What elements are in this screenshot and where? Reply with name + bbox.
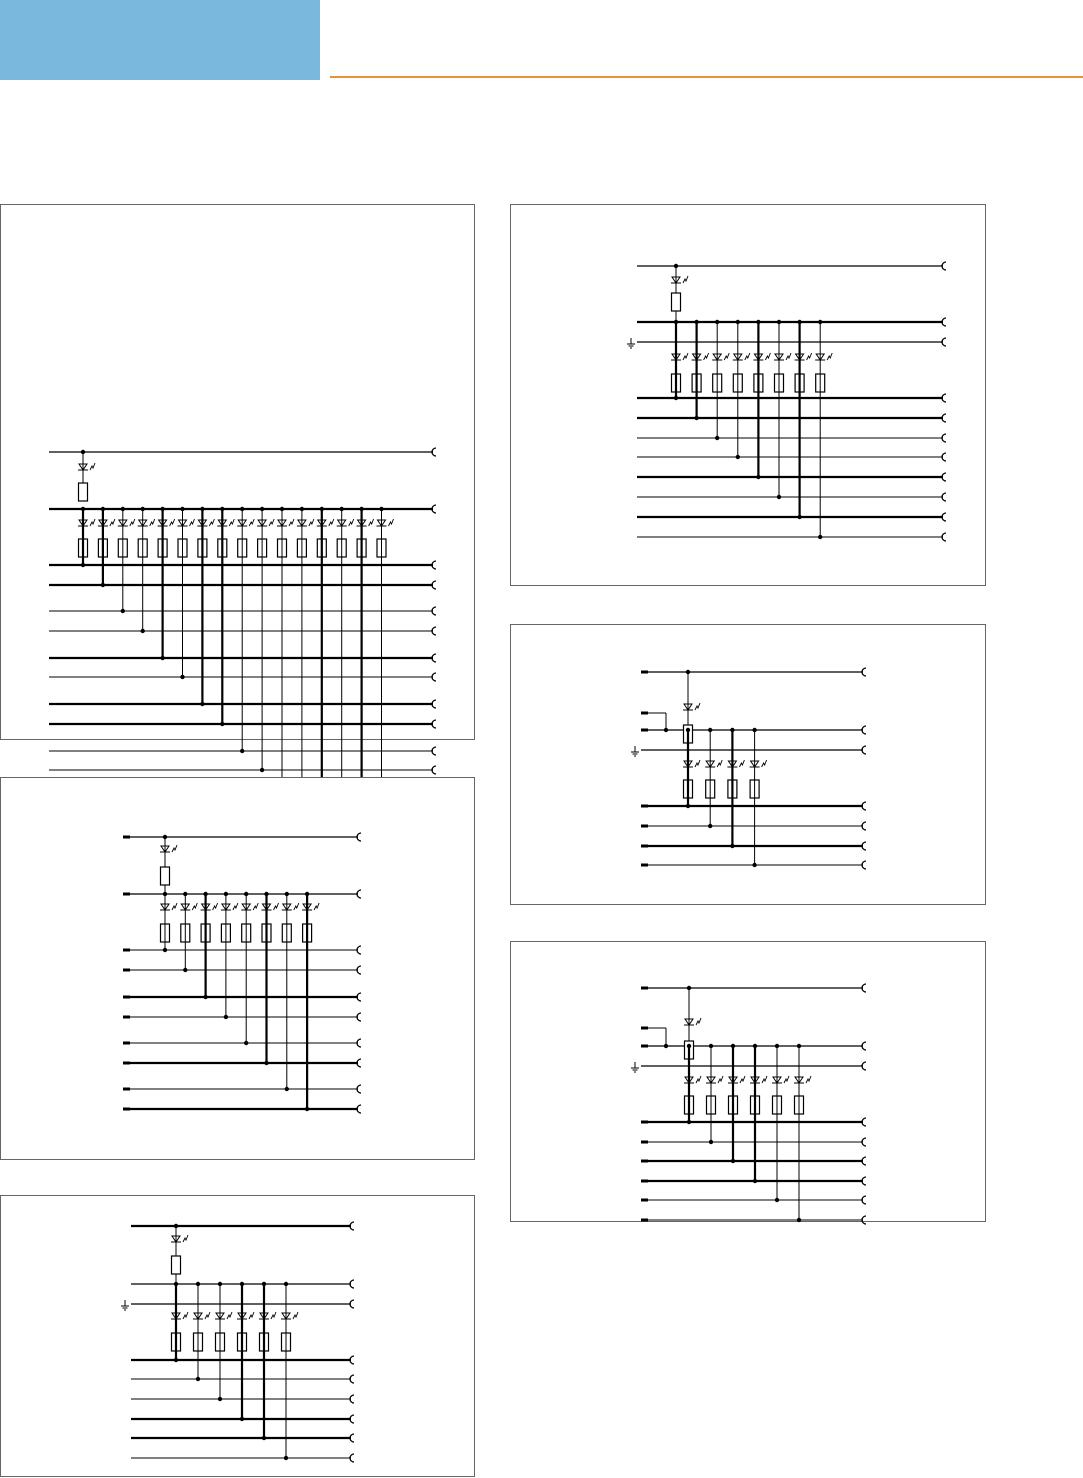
surge-diode-icon: [712, 353, 729, 360]
surge-diode-icon: [795, 353, 812, 360]
surge-diode-icon: [160, 845, 177, 852]
ground-icon: [121, 1300, 129, 1310]
terminal: [862, 1042, 866, 1050]
terminal: [432, 607, 436, 615]
resistor: [79, 483, 88, 501]
terminal: [862, 1216, 866, 1224]
terminal: [942, 473, 946, 481]
surge-diode-icon: [282, 903, 299, 910]
surge-diode-icon: [684, 1076, 701, 1083]
surge-diode-icon: [171, 1235, 188, 1242]
surge-diode-icon: [705, 760, 722, 767]
surge-diode-icon: [302, 903, 319, 910]
surge-diode-icon: [706, 1076, 723, 1083]
terminal: [357, 993, 361, 1001]
surge-diode-icon: [158, 519, 175, 526]
terminal: [862, 726, 866, 734]
surge-diode-icon: [259, 1312, 276, 1319]
surge-diode-icon: [160, 903, 177, 910]
terminal: [432, 505, 436, 513]
terminal: [350, 1395, 354, 1403]
terminal: [432, 747, 436, 755]
terminal: [942, 262, 946, 270]
terminal: [357, 1013, 361, 1021]
header-color-block: [0, 0, 320, 80]
terminal: [357, 1059, 361, 1067]
terminal: [432, 673, 436, 681]
terminal: [862, 746, 866, 754]
terminal: [862, 1118, 866, 1126]
surge-diode-icon: [197, 519, 214, 526]
surge-diode-icon: [281, 1312, 298, 1319]
terminal: [350, 1375, 354, 1383]
terminal: [942, 533, 946, 541]
surge-diode-icon: [138, 519, 155, 526]
terminal: [862, 861, 866, 869]
junction-dot: [664, 728, 668, 732]
surge-diode-icon: [683, 703, 700, 710]
surge-diode-icon: [750, 760, 767, 767]
terminal: [432, 720, 436, 728]
surge-diode-icon: [317, 519, 334, 526]
surge-diode-icon: [683, 760, 700, 767]
terminal: [862, 1138, 866, 1146]
diagram-panel-8-channel: [0, 777, 475, 1160]
junction-dot: [664, 1044, 668, 1048]
surge-diode-icon: [193, 1312, 210, 1319]
surge-diode-icon: [815, 353, 832, 360]
surge-diode-icon: [171, 1312, 188, 1319]
surge-diode-icon: [671, 276, 688, 283]
terminal: [862, 984, 866, 992]
header-rule: [330, 76, 1083, 78]
circuit-schematic: [511, 942, 987, 1223]
surge-diode-icon: [241, 903, 258, 910]
terminal: [942, 513, 946, 521]
surge-diode-icon: [733, 353, 750, 360]
surge-diode-icon: [753, 353, 770, 360]
terminal: [432, 700, 436, 708]
terminal: [432, 766, 436, 774]
surge-diode-icon: [180, 903, 197, 910]
terminal: [350, 1454, 354, 1462]
ground-icon: [631, 746, 639, 756]
terminal: [350, 1434, 354, 1442]
surge-diode-icon: [237, 519, 254, 526]
surge-diode-icon: [178, 519, 195, 526]
circuit-schematic: [1, 778, 476, 1161]
surge-diode-icon: [257, 519, 274, 526]
terminal: [862, 1196, 866, 1204]
surge-diode-icon: [671, 353, 688, 360]
terminal: [942, 394, 946, 402]
terminal: [862, 842, 866, 850]
terminal: [942, 453, 946, 461]
circuit-schematic: [1, 1196, 476, 1478]
terminal: [942, 318, 946, 326]
terminal: [357, 890, 361, 898]
terminal: [862, 802, 866, 810]
surge-diode-icon: [727, 760, 744, 767]
resistor: [161, 867, 170, 885]
surge-diode-icon: [684, 1018, 701, 1025]
terminal: [357, 946, 361, 954]
terminal: [350, 1415, 354, 1423]
diagram-panel-4-channel-ground: [510, 624, 986, 905]
surge-diode-icon: [692, 353, 709, 360]
terminal: [432, 448, 436, 456]
surge-diode-icon: [377, 519, 394, 526]
terminal: [432, 654, 436, 662]
terminal: [357, 1105, 361, 1113]
surge-diode-icon: [772, 1076, 789, 1083]
surge-diode-icon: [728, 1076, 745, 1083]
terminal: [862, 1177, 866, 1185]
terminal: [432, 581, 436, 589]
surge-diode-icon: [201, 903, 218, 910]
surge-diode-icon: [774, 353, 791, 360]
terminal: [350, 1300, 354, 1308]
surge-diode-icon: [750, 1076, 767, 1083]
resistor: [172, 1256, 181, 1274]
terminal: [350, 1356, 354, 1364]
circuit-schematic: [1, 205, 476, 741]
circuit-schematic: [511, 625, 987, 906]
surge-diode-icon: [221, 903, 238, 910]
resistor: [672, 293, 681, 311]
diagram-panel-6-channel-ground: [0, 1195, 475, 1477]
surge-diode-icon: [337, 519, 354, 526]
surge-diode-icon: [297, 519, 314, 526]
terminal: [862, 668, 866, 676]
surge-diode-icon: [215, 1312, 232, 1319]
surge-diode-icon: [262, 903, 279, 910]
surge-diode-icon: [237, 1312, 254, 1319]
circuit-schematic: [511, 205, 987, 587]
surge-diode-icon: [357, 519, 374, 526]
terminal: [942, 493, 946, 501]
terminal: [432, 561, 436, 569]
surge-diode-icon: [794, 1076, 811, 1083]
terminal: [357, 1085, 361, 1093]
surge-diode-icon: [78, 463, 95, 470]
surge-diode-icon: [217, 519, 234, 526]
terminal: [942, 434, 946, 442]
diagram-panel-6-channel-ground-bridge: [510, 941, 986, 1222]
terminal: [357, 833, 361, 841]
terminal: [357, 1039, 361, 1047]
terminal: [357, 966, 361, 974]
surge-diode-icon: [277, 519, 294, 526]
terminal: [942, 414, 946, 422]
terminal: [350, 1222, 354, 1230]
terminal: [942, 338, 946, 346]
terminal: [350, 1280, 354, 1288]
diagram-panel-15-channel: [0, 204, 475, 740]
diagram-panel-8-channel-ground: [510, 204, 986, 586]
terminal: [862, 1062, 866, 1070]
surge-diode-icon: [118, 519, 135, 526]
surge-diode-icon: [78, 519, 95, 526]
terminal: [862, 822, 866, 830]
terminal: [432, 627, 436, 635]
ground-icon: [631, 1062, 639, 1072]
ground-icon: [627, 338, 635, 348]
surge-diode-icon: [98, 519, 115, 526]
terminal: [862, 1157, 866, 1165]
